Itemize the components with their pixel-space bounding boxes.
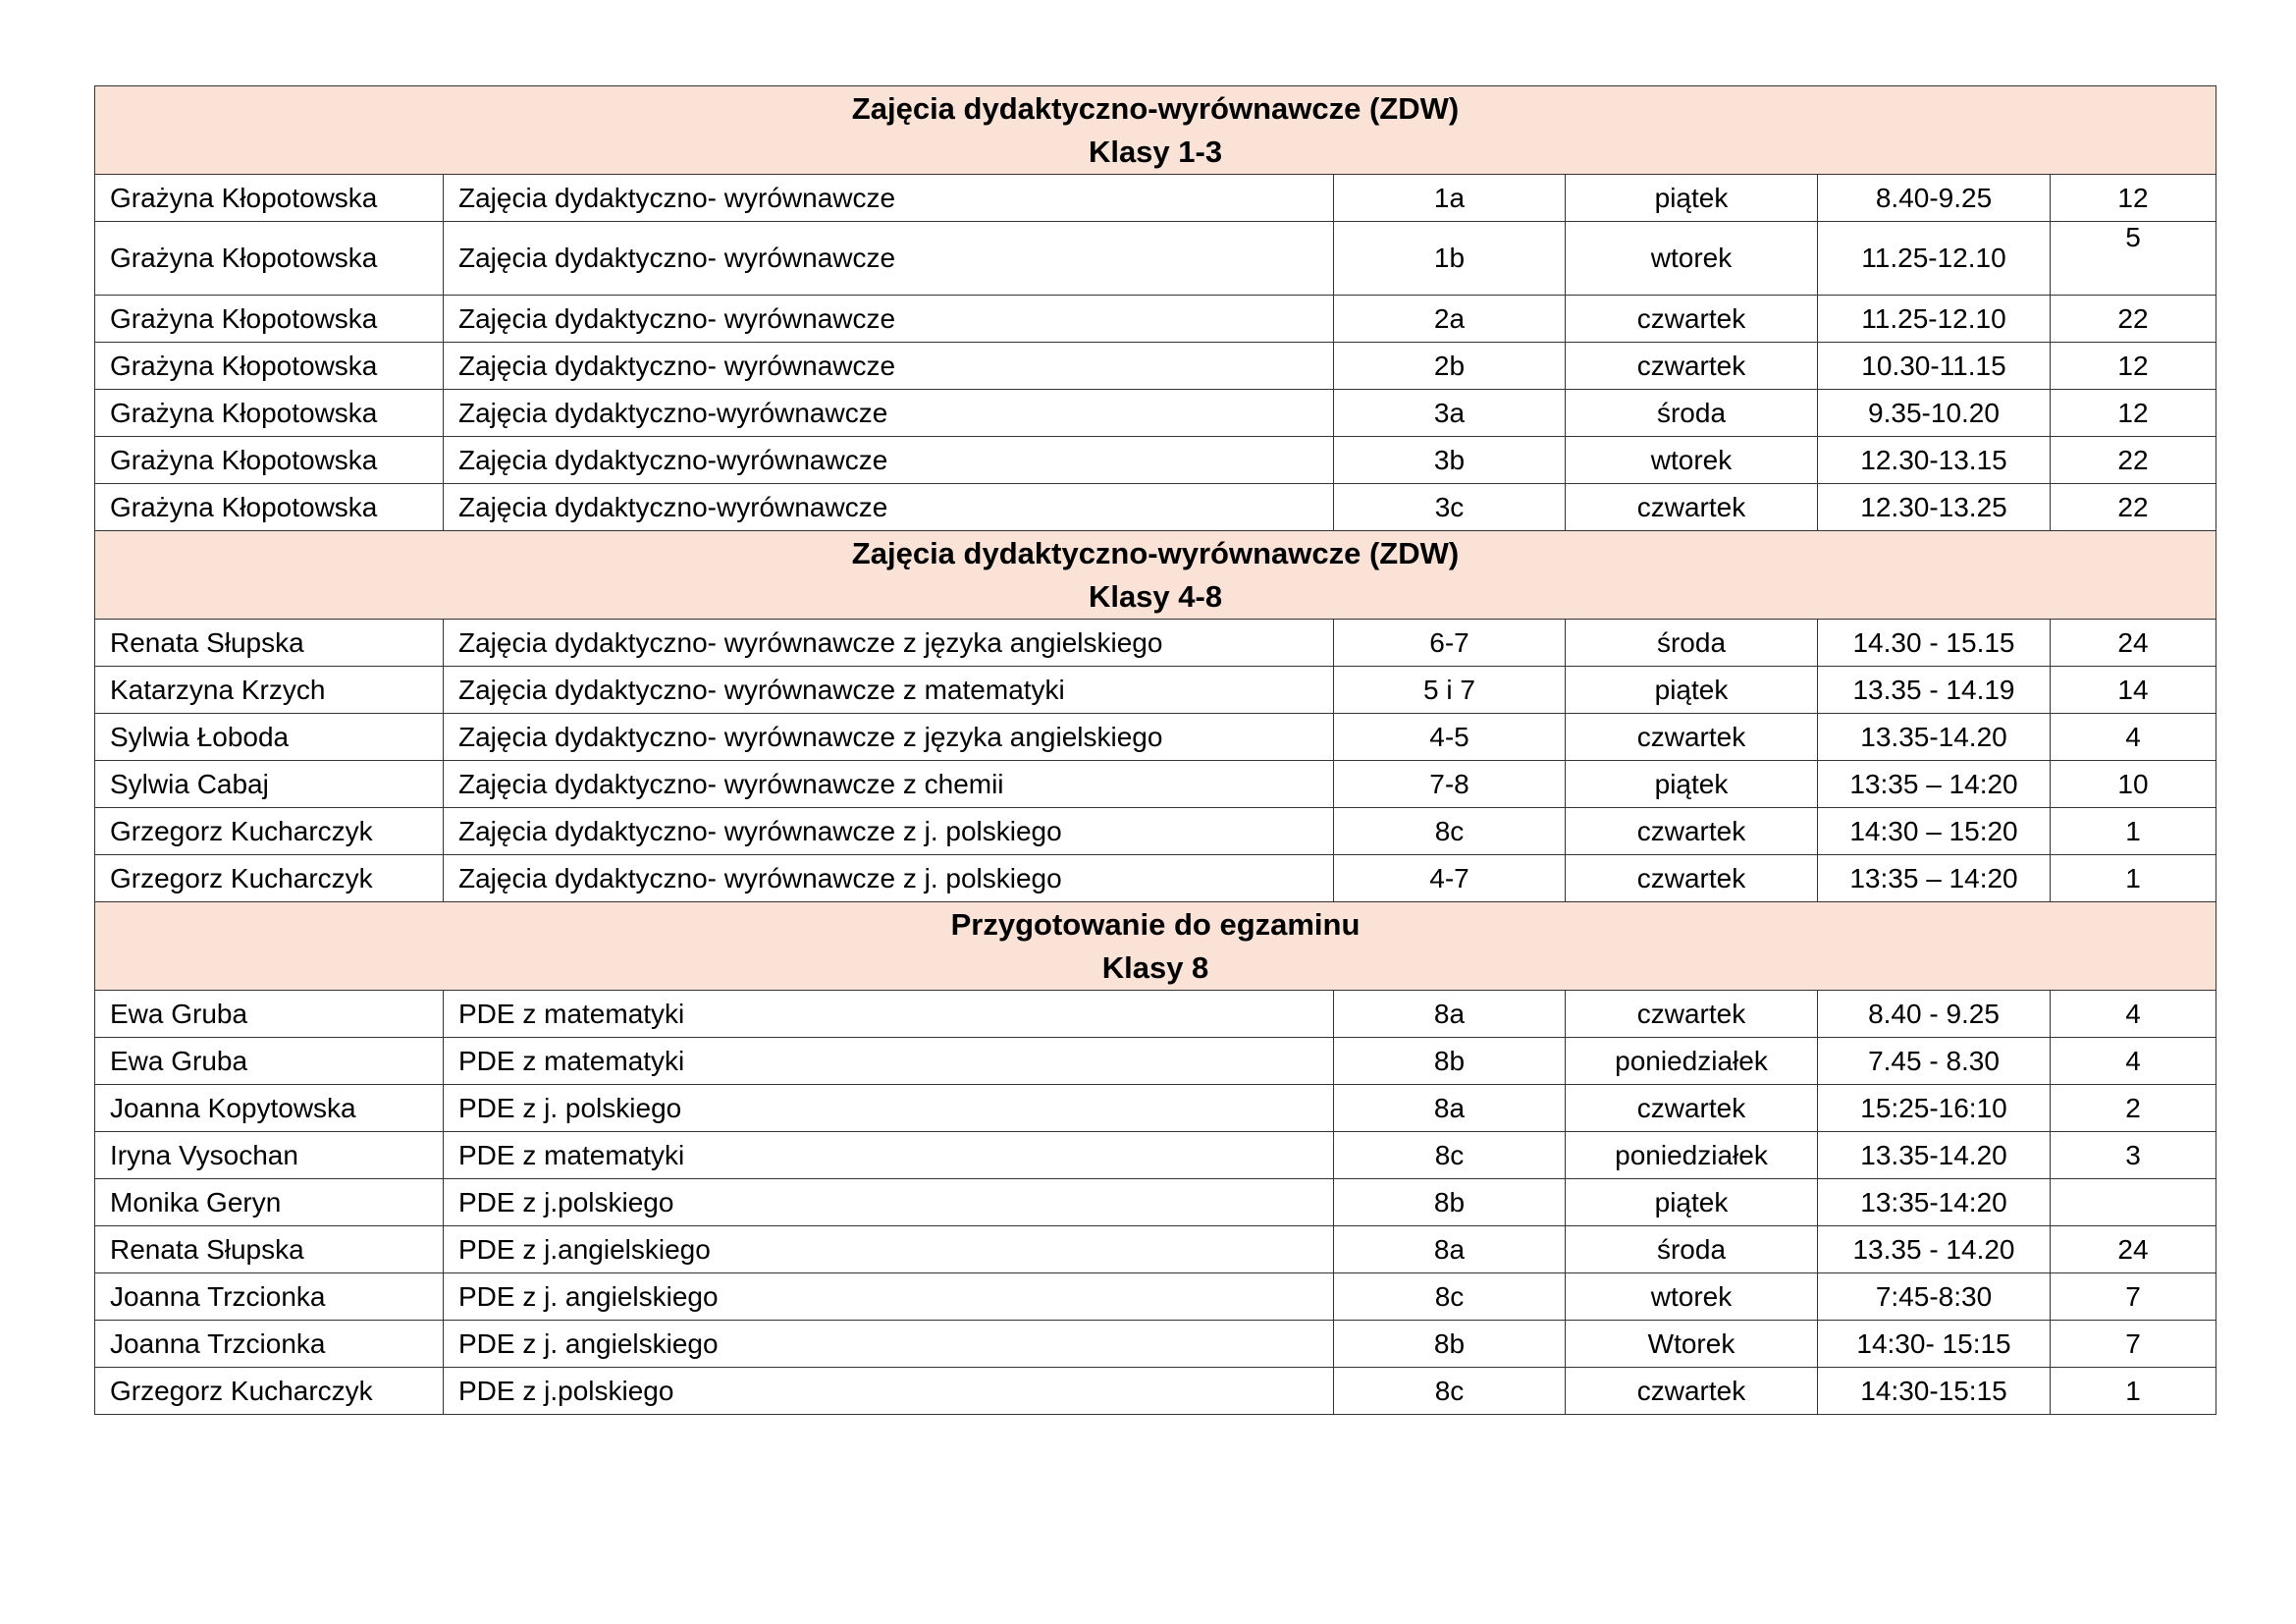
count-cell: 12 [2051,343,2216,390]
count-cell: 12 [2051,175,2216,222]
count-cell: 1 [2051,1368,2216,1415]
teacher-cell: Sylwia Łoboda [95,714,444,761]
table-row [95,175,2216,222]
class-cell: 4-7 [1334,855,1566,902]
day-cell: czwartek [1566,855,1818,902]
teacher-cell: Grzegorz Kucharczyk [95,855,444,902]
class-cell: 1a [1334,175,1566,222]
count-cell: 22 [2051,296,2216,343]
subject-cell: Zajęcia dydaktyczno- wyrównawcze [444,296,1334,343]
section-header-cell [95,531,2216,620]
time-cell: 7:45-8:30 [1818,1273,2051,1321]
count-cell: 7 [2051,1321,2216,1368]
teacher-cell: Grażyna Kłopotowska [95,296,444,343]
table-row [95,667,2216,714]
table-row [95,1273,2216,1321]
teacher-cell: Grażyna Kłopotowska [95,484,444,531]
count-cell: 2 [2051,1085,2216,1132]
subject-cell: PDE z j.polskiego [444,1179,1334,1226]
class-cell: 8a [1334,1226,1566,1273]
section-title: Przygotowanie do egzaminu [950,906,1361,942]
subject-cell: PDE z j. angielskiego [444,1321,1334,1368]
time-cell: 13:35 – 14:20 [1818,761,2051,808]
subject-cell: Zajęcia dydaktyczno- wyrównawcze z chemii [444,761,1334,808]
time-cell: 13:35 – 14:20 [1818,855,2051,902]
table-row [95,1038,2216,1085]
day-cell: środa [1566,620,1818,667]
time-cell: 13.35 - 14.19 [1818,667,2051,714]
day-cell: wtorek [1566,222,1818,296]
day-cell: poniedziałek [1566,1132,1818,1179]
subject-cell: Zajęcia dydaktyczno-wyrównawcze [444,484,1334,531]
class-cell: 3a [1334,390,1566,437]
section-title: Zajęcia dydaktyczno-wyrównawcze (ZDW) [851,535,1460,570]
section-subtitle: Klasy 8 [1101,949,1209,985]
teacher-cell: Katarzyna Krzych [95,667,444,714]
subject-cell: Zajęcia dydaktyczno- wyrównawcze z j. polskiego [444,855,1334,902]
section-header-cell [95,86,2216,175]
time-cell: 9.35-10.20 [1818,390,2051,437]
class-cell: 2b [1334,343,1566,390]
class-cell: 4-5 [1334,714,1566,761]
day-cell: piątek [1566,667,1818,714]
table-row [95,222,2216,296]
time-cell: 8.40-9.25 [1818,175,2051,222]
time-cell: 14:30 – 15:20 [1818,808,2051,855]
teacher-cell: Iryna Vysochan [95,1132,444,1179]
table-row [95,343,2216,390]
class-cell: 2a [1334,296,1566,343]
class-cell: 8c [1334,1273,1566,1321]
table-row [95,761,2216,808]
teacher-cell: Joanna Trzcionka [95,1273,444,1321]
table-row [95,484,2216,531]
subject-cell: PDE z j.polskiego [444,1368,1334,1415]
day-cell: piątek [1566,175,1818,222]
day-cell: piątek [1566,1179,1818,1226]
table-row [95,1226,2216,1273]
class-cell: 8a [1334,991,1566,1038]
section-header [95,902,2216,991]
teacher-cell: Renata Słupska [95,620,444,667]
count-cell: 4 [2051,991,2216,1038]
time-cell: 11.25-12.10 [1818,296,2051,343]
subject-cell: PDE z j.angielskiego [444,1226,1334,1273]
class-cell: 3c [1334,484,1566,531]
table-row [95,714,2216,761]
day-cell: wtorek [1566,437,1818,484]
time-cell: 11.25-12.10 [1818,222,2051,296]
time-cell: 7.45 - 8.30 [1818,1038,2051,1085]
day-cell: czwartek [1566,343,1818,390]
teacher-cell: Sylwia Cabaj [95,761,444,808]
schedule-table [94,85,2216,1415]
teacher-cell: Grażyna Kłopotowska [95,175,444,222]
teacher-cell: Ewa Gruba [95,991,444,1038]
class-cell: 8a [1334,1085,1566,1132]
table-row [95,390,2216,437]
day-cell: czwartek [1566,1368,1818,1415]
day-cell: poniedziałek [1566,1038,1818,1085]
count-cell: 1 [2051,808,2216,855]
table-row [95,1132,2216,1179]
subject-cell: PDE z matematyki [444,991,1334,1038]
time-cell: 12.30-13.25 [1818,484,2051,531]
subject-cell: Zajęcia dydaktyczno-wyrównawcze [444,390,1334,437]
class-cell: 8b [1334,1038,1566,1085]
table-row [95,808,2216,855]
teacher-cell: Monika Geryn [95,1179,444,1226]
table-row [95,1085,2216,1132]
teacher-cell: Joanna Kopytowska [95,1085,444,1132]
count-cell: 4 [2051,714,2216,761]
count-cell: 3 [2051,1132,2216,1179]
count-cell: 7 [2051,1273,2216,1321]
subject-cell: Zajęcia dydaktyczno-wyrównawcze [444,437,1334,484]
class-cell: 8b [1334,1321,1566,1368]
day-cell: Wtorek [1566,1321,1818,1368]
section-header [95,86,2216,175]
subject-cell: Zajęcia dydaktyczno- wyrównawcze z języka angielskiego [444,620,1334,667]
day-cell: czwartek [1566,991,1818,1038]
count-cell: 22 [2051,437,2216,484]
subject-cell: Zajęcia dydaktyczno- wyrównawcze [444,175,1334,222]
teacher-cell: Grzegorz Kucharczyk [95,1368,444,1415]
class-cell: 1b [1334,222,1566,296]
schedule-body [95,86,2216,1415]
class-cell: 8c [1334,808,1566,855]
table-row [95,1321,2216,1368]
class-cell: 7-8 [1334,761,1566,808]
day-cell: wtorek [1566,1273,1818,1321]
time-cell: 13:35-14:20 [1818,1179,2051,1226]
class-cell: 6-7 [1334,620,1566,667]
class-cell: 5 i 7 [1334,667,1566,714]
time-cell: 13.35-14.20 [1818,714,2051,761]
time-cell: 14:30- 15:15 [1818,1321,2051,1368]
subject-cell: Zajęcia dydaktyczno- wyrównawcze z matematyki [444,667,1334,714]
day-cell: czwartek [1566,296,1818,343]
time-cell: 13.35-14.20 [1818,1132,2051,1179]
subject-cell: PDE z matematyki [444,1038,1334,1085]
document-page [94,85,2216,1415]
class-cell: 3b [1334,437,1566,484]
section-subtitle: Klasy 4-8 [1088,578,1223,614]
table-row [95,991,2216,1038]
time-cell: 10.30-11.15 [1818,343,2051,390]
time-cell: 12.30-13.15 [1818,437,2051,484]
class-cell: 8c [1334,1368,1566,1415]
table-row [95,296,2216,343]
time-cell: 14.30 - 15.15 [1818,620,2051,667]
count-cell: 4 [2051,1038,2216,1085]
teacher-cell: Grażyna Kłopotowska [95,437,444,484]
section-subtitle: Klasy 1-3 [1088,134,1223,169]
count-cell: 12 [2051,390,2216,437]
count-cell: 22 [2051,484,2216,531]
teacher-cell: Joanna Trzcionka [95,1321,444,1368]
day-cell: piątek [1566,761,1818,808]
subject-cell: Zajęcia dydaktyczno- wyrównawcze z języka angielskiego [444,714,1334,761]
time-cell: 15:25-16:10 [1818,1085,2051,1132]
table-row [95,855,2216,902]
subject-cell: Zajęcia dydaktyczno- wyrównawcze [444,222,1334,296]
count-cell: 24 [2051,620,2216,667]
count-cell: 14 [2051,667,2216,714]
time-cell: 8.40 - 9.25 [1818,991,2051,1038]
teacher-cell: Grażyna Kłopotowska [95,343,444,390]
count-cell: 10 [2051,761,2216,808]
subject-cell: Zajęcia dydaktyczno- wyrównawcze [444,343,1334,390]
teacher-cell: Grażyna Kłopotowska [95,390,444,437]
table-row [95,437,2216,484]
subject-cell: Zajęcia dydaktyczno- wyrównawcze z j. polskiego [444,808,1334,855]
day-cell: czwartek [1566,714,1818,761]
subject-cell: PDE z j. polskiego [444,1085,1334,1132]
class-cell: 8b [1334,1179,1566,1226]
count-cell [2051,1179,2216,1226]
time-cell: 13.35 - 14.20 [1818,1226,2051,1273]
count-cell: 1 [2051,855,2216,902]
day-cell: środa [1566,1226,1818,1273]
teacher-cell: Grażyna Kłopotowska [95,222,444,296]
teacher-cell: Grzegorz Kucharczyk [95,808,444,855]
day-cell: czwartek [1566,484,1818,531]
section-header [95,531,2216,620]
subject-cell: PDE z matematyki [444,1132,1334,1179]
class-cell: 8c [1334,1132,1566,1179]
section-header-cell [95,902,2216,991]
table-row [95,1179,2216,1226]
day-cell: czwartek [1566,1085,1818,1132]
count-cell: 5 [2051,222,2216,296]
teacher-cell: Renata Słupska [95,1226,444,1273]
table-row [95,1368,2216,1415]
day-cell: czwartek [1566,808,1818,855]
count-cell: 24 [2051,1226,2216,1273]
table-row [95,620,2216,667]
time-cell: 14:30-15:15 [1818,1368,2051,1415]
section-title: Zajęcia dydaktyczno-wyrównawcze (ZDW) [851,90,1460,126]
day-cell: środa [1566,390,1818,437]
teacher-cell: Ewa Gruba [95,1038,444,1085]
subject-cell: PDE z j. angielskiego [444,1273,1334,1321]
